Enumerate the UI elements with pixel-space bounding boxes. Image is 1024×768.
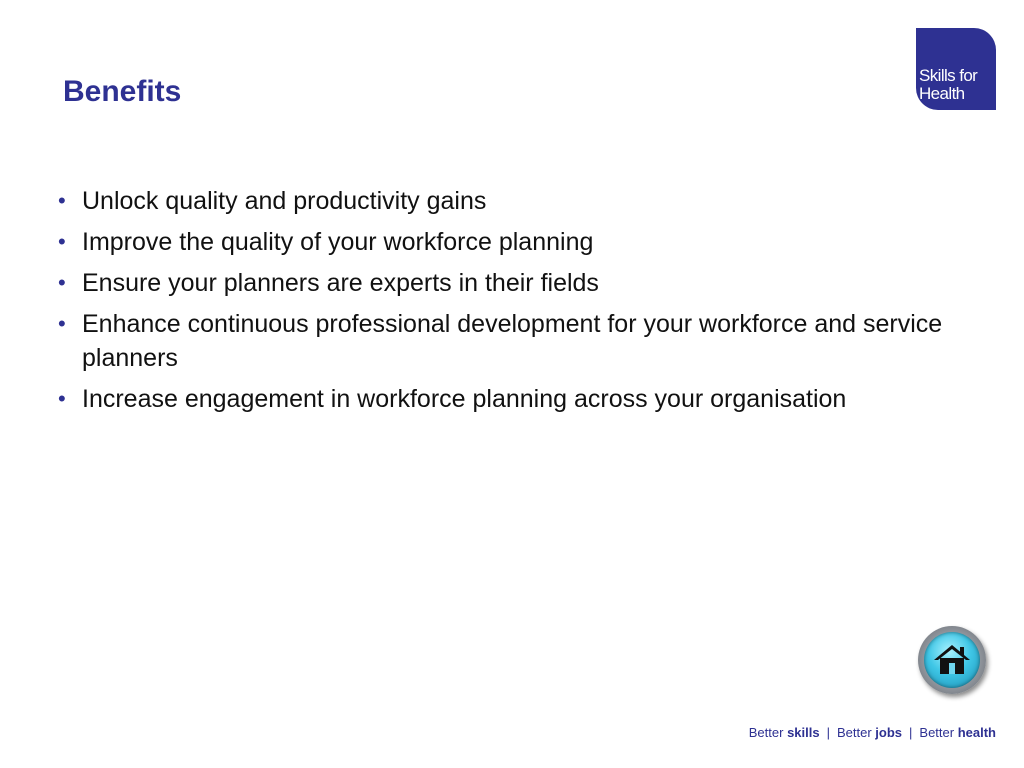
bullet-icon: • — [58, 270, 66, 295]
footer-skills: skills — [787, 725, 820, 740]
footer-tagline — [749, 724, 996, 742]
bullet-icon: • — [58, 311, 66, 336]
list-item — [58, 266, 978, 300]
footer-better-2: Better — [836, 725, 876, 740]
footer-separator: | — [909, 725, 913, 740]
list-item-text: Ensure your planners are experts in their fields — [82, 269, 599, 297]
list-item — [58, 225, 978, 259]
benefits-list — [58, 184, 978, 423]
list-item-text: Improve the quality of your workforce planning — [82, 228, 594, 256]
bullet-icon: • — [58, 229, 66, 254]
footer-better-3: Better — [919, 725, 958, 740]
footer-separator: | — [826, 725, 830, 740]
home-button[interactable] — [918, 626, 986, 694]
home-button-face[interactable] — [924, 632, 980, 688]
logo-line-1: Skills for — [919, 66, 978, 85]
list-item — [58, 382, 978, 416]
list-item-text: Increase engagement in workforce planning across your organisation — [82, 385, 847, 413]
list-item-text: Unlock quality and productivity gains — [82, 187, 487, 215]
footer-health: health — [957, 725, 996, 740]
list-item-text: Enhance continuous professional development for your workforce and service planners — [82, 310, 943, 372]
logo-line-2: Health — [919, 84, 965, 103]
footer-jobs: jobs — [875, 725, 903, 740]
footer-better-1: Better — [748, 725, 788, 740]
bullet-icon: • — [58, 386, 66, 411]
list-item — [58, 307, 978, 375]
slide-title: Benefits — [63, 75, 182, 108]
bullet-icon: • — [58, 188, 66, 213]
skills-for-health-logo — [916, 28, 996, 110]
home-icon — [924, 632, 980, 688]
list-item — [58, 184, 978, 218]
